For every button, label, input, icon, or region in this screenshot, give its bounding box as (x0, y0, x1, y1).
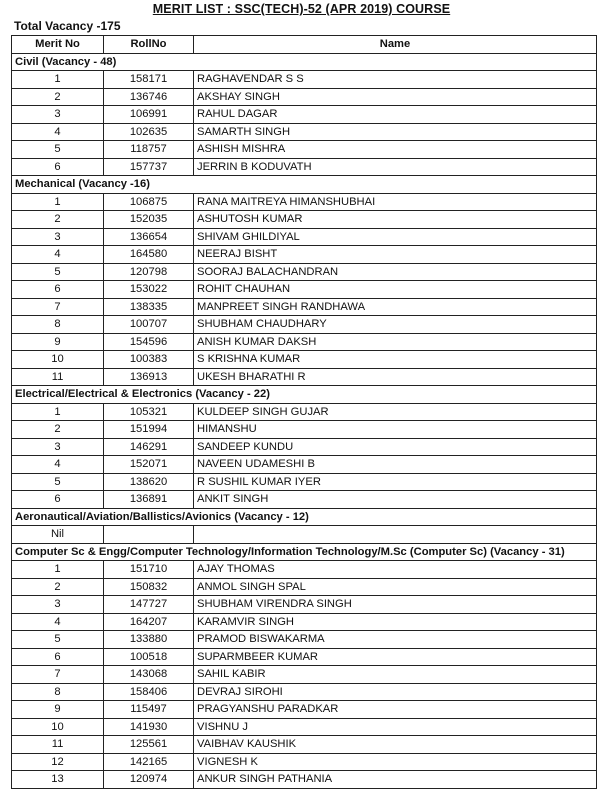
name-cell: ROHIT CHAUHAN (194, 281, 597, 299)
merit-no-cell: Nil (12, 526, 104, 544)
roll-no-cell: 150832 (104, 578, 194, 596)
name-cell (194, 526, 597, 544)
section-title: Computer Sc & Engg/Computer Technology/Information Technology/M.Sc (Computer Sc) (Vacancy - 31) (12, 543, 597, 561)
merit-no-cell: 6 (12, 648, 104, 666)
merit-no-cell: 11 (12, 368, 104, 386)
name-cell: SAMARTH SINGH (194, 123, 597, 141)
table-row (12, 316, 597, 334)
section-title: Mechanical (Vacancy -16) (12, 176, 597, 194)
name-cell: MANPREET SINGH RANDHAWA (194, 298, 597, 316)
name-cell: UKESH BHARATHI R (194, 368, 597, 386)
table-row (12, 123, 597, 141)
roll-no-cell: 120974 (104, 771, 194, 789)
table-row (12, 351, 597, 369)
page-title: MERIT LIST : SSC(TECH)-52 (APR 2019) COURSE (152, 2, 451, 16)
roll-no-cell: 154596 (104, 333, 194, 351)
table-row (12, 438, 597, 456)
merit-no-cell: 12 (12, 753, 104, 771)
header-merit-no: Merit No (12, 36, 104, 54)
roll-no-cell: 142165 (104, 753, 194, 771)
name-cell: SUPARMBEER KUMAR (194, 648, 597, 666)
roll-no-cell: 143068 (104, 666, 194, 684)
roll-no-cell: 151710 (104, 561, 194, 579)
merit-no-cell: 5 (12, 473, 104, 491)
name-cell: ASHUTOSH KUMAR (194, 211, 597, 229)
roll-no-cell: 157737 (104, 158, 194, 176)
table-row (12, 736, 597, 754)
table-row (12, 106, 597, 124)
name-cell: VAIBHAV KAUSHIK (194, 736, 597, 754)
merit-no-cell: 10 (12, 718, 104, 736)
table-row (12, 648, 597, 666)
roll-no-cell: 120798 (104, 263, 194, 281)
section-row (12, 176, 597, 194)
table-row (12, 298, 597, 316)
table-row (12, 158, 597, 176)
roll-no-cell: 147727 (104, 596, 194, 614)
name-cell: SAHIL KABIR (194, 666, 597, 684)
merit-no-cell: 4 (12, 613, 104, 631)
name-cell: PRAMOD BISWAKARMA (194, 631, 597, 649)
section-row (12, 508, 597, 526)
name-cell: JERRIN B KODUVATH (194, 158, 597, 176)
table-row (12, 71, 597, 89)
roll-no-cell: 136891 (104, 491, 194, 509)
name-cell: S KRISHNA KUMAR (194, 351, 597, 369)
merit-no-cell: 4 (12, 456, 104, 474)
merit-no-cell: 5 (12, 263, 104, 281)
table-row (12, 211, 597, 229)
table-row (12, 368, 597, 386)
section-row (12, 543, 597, 561)
merit-no-cell: 5 (12, 141, 104, 159)
name-cell: RAGHAVENDAR S S (194, 71, 597, 89)
table-row (12, 718, 597, 736)
roll-no-cell: 152071 (104, 456, 194, 474)
roll-no-cell: 158171 (104, 71, 194, 89)
name-cell: RAHUL DAGAR (194, 106, 597, 124)
roll-no-cell: 164207 (104, 613, 194, 631)
name-cell: ANKUR SINGH PATHANIA (194, 771, 597, 789)
merit-no-cell: 1 (12, 71, 104, 89)
table-row (12, 403, 597, 421)
roll-no-cell: 164580 (104, 246, 194, 264)
merit-no-cell: 6 (12, 281, 104, 299)
table-row (12, 683, 597, 701)
roll-no-cell: 102635 (104, 123, 194, 141)
merit-no-cell: 6 (12, 158, 104, 176)
name-cell: SHUBHAM CHAUDHARY (194, 316, 597, 334)
roll-no-cell: 106875 (104, 193, 194, 211)
merit-no-cell: 8 (12, 683, 104, 701)
header-name: Name (194, 36, 597, 54)
table-row (12, 613, 597, 631)
merit-no-cell: 9 (12, 333, 104, 351)
table-row (12, 333, 597, 351)
roll-no-cell: 133880 (104, 631, 194, 649)
table-header-row (12, 36, 597, 54)
table-row (12, 456, 597, 474)
name-cell: R SUSHIL KUMAR IYER (194, 473, 597, 491)
section-title: Aeronautical/Aviation/Ballistics/Avionics (Vacancy - 12) (12, 508, 597, 526)
roll-no-cell: 151994 (104, 421, 194, 439)
merit-no-cell: 8 (12, 316, 104, 334)
table-row (12, 281, 597, 299)
merit-table-body (12, 53, 597, 788)
section-title: Electrical/Electrical & Electronics (Vacancy - 22) (12, 386, 597, 404)
roll-no-cell (104, 526, 194, 544)
section-row (12, 53, 597, 71)
merit-no-cell: 4 (12, 123, 104, 141)
roll-no-cell: 136746 (104, 88, 194, 106)
table-row (12, 228, 597, 246)
merit-no-cell: 3 (12, 596, 104, 614)
roll-no-cell: 158406 (104, 683, 194, 701)
table-row (12, 193, 597, 211)
table-row (12, 701, 597, 719)
name-cell: ANMOL SINGH SPAL (194, 578, 597, 596)
table-row (12, 421, 597, 439)
table-row (12, 263, 597, 281)
table-row (12, 578, 597, 596)
name-cell: KARAMVIR SINGH (194, 613, 597, 631)
table-row (12, 631, 597, 649)
merit-no-cell: 7 (12, 666, 104, 684)
table-row (12, 246, 597, 264)
merit-list-table (11, 35, 597, 789)
table-row (12, 491, 597, 509)
name-cell: VIGNESH K (194, 753, 597, 771)
section-title: Civil (Vacancy - 48) (12, 53, 597, 71)
header-roll-no: RollNo (104, 36, 194, 54)
roll-no-cell: 125561 (104, 736, 194, 754)
roll-no-cell: 115497 (104, 701, 194, 719)
name-cell: NEERAJ BISHT (194, 246, 597, 264)
roll-no-cell: 106991 (104, 106, 194, 124)
merit-no-cell: 3 (12, 228, 104, 246)
table-row (12, 526, 597, 544)
table-row (12, 596, 597, 614)
merit-no-cell: 2 (12, 211, 104, 229)
table-row (12, 141, 597, 159)
roll-no-cell: 153022 (104, 281, 194, 299)
name-cell: VISHNU J (194, 718, 597, 736)
merit-no-cell: 3 (12, 106, 104, 124)
roll-no-cell: 105321 (104, 403, 194, 421)
merit-no-cell: 6 (12, 491, 104, 509)
merit-no-cell: 1 (12, 403, 104, 421)
name-cell: AJAY THOMAS (194, 561, 597, 579)
roll-no-cell: 100707 (104, 316, 194, 334)
merit-no-cell: 3 (12, 438, 104, 456)
roll-no-cell: 146291 (104, 438, 194, 456)
name-cell: RANA MAITREYA HIMANSHUBHAI (194, 193, 597, 211)
name-cell: SHIVAM GHILDIYAL (194, 228, 597, 246)
table-row (12, 666, 597, 684)
table-row (12, 473, 597, 491)
section-row (12, 386, 597, 404)
merit-no-cell: 10 (12, 351, 104, 369)
roll-no-cell: 138620 (104, 473, 194, 491)
roll-no-cell: 100518 (104, 648, 194, 666)
name-cell: DEVRAJ SIROHI (194, 683, 597, 701)
merit-no-cell: 2 (12, 421, 104, 439)
table-row (12, 88, 597, 106)
table-row (12, 753, 597, 771)
name-cell: SANDEEP KUNDU (194, 438, 597, 456)
table-row (12, 561, 597, 579)
merit-no-cell: 11 (12, 736, 104, 754)
name-cell: HIMANSHU (194, 421, 597, 439)
roll-no-cell: 118757 (104, 141, 194, 159)
roll-no-cell: 136913 (104, 368, 194, 386)
merit-no-cell: 9 (12, 701, 104, 719)
name-cell: SOORAJ BALACHANDRAN (194, 263, 597, 281)
name-cell: ANKIT SINGH (194, 491, 597, 509)
merit-no-cell: 7 (12, 298, 104, 316)
merit-no-cell: 2 (12, 578, 104, 596)
name-cell: ANISH KUMAR DAKSH (194, 333, 597, 351)
roll-no-cell: 136654 (104, 228, 194, 246)
merit-no-cell: 4 (12, 246, 104, 264)
name-cell: NAVEEN UDAMESHI B (194, 456, 597, 474)
merit-no-cell: 13 (12, 771, 104, 789)
name-cell: SHUBHAM VIRENDRA SINGH (194, 596, 597, 614)
name-cell: ASHISH MISHRA (194, 141, 597, 159)
table-row (12, 771, 597, 789)
name-cell: PRAGYANSHU PARADKAR (194, 701, 597, 719)
merit-no-cell: 1 (12, 561, 104, 579)
name-cell: AKSHAY SINGH (194, 88, 597, 106)
roll-no-cell: 141930 (104, 718, 194, 736)
roll-no-cell: 152035 (104, 211, 194, 229)
merit-no-cell: 1 (12, 193, 104, 211)
merit-no-cell: 2 (12, 88, 104, 106)
roll-no-cell: 100383 (104, 351, 194, 369)
total-vacancy-label: Total Vacancy -175 (14, 19, 121, 33)
roll-no-cell: 138335 (104, 298, 194, 316)
merit-no-cell: 5 (12, 631, 104, 649)
name-cell: KULDEEP SINGH GUJAR (194, 403, 597, 421)
